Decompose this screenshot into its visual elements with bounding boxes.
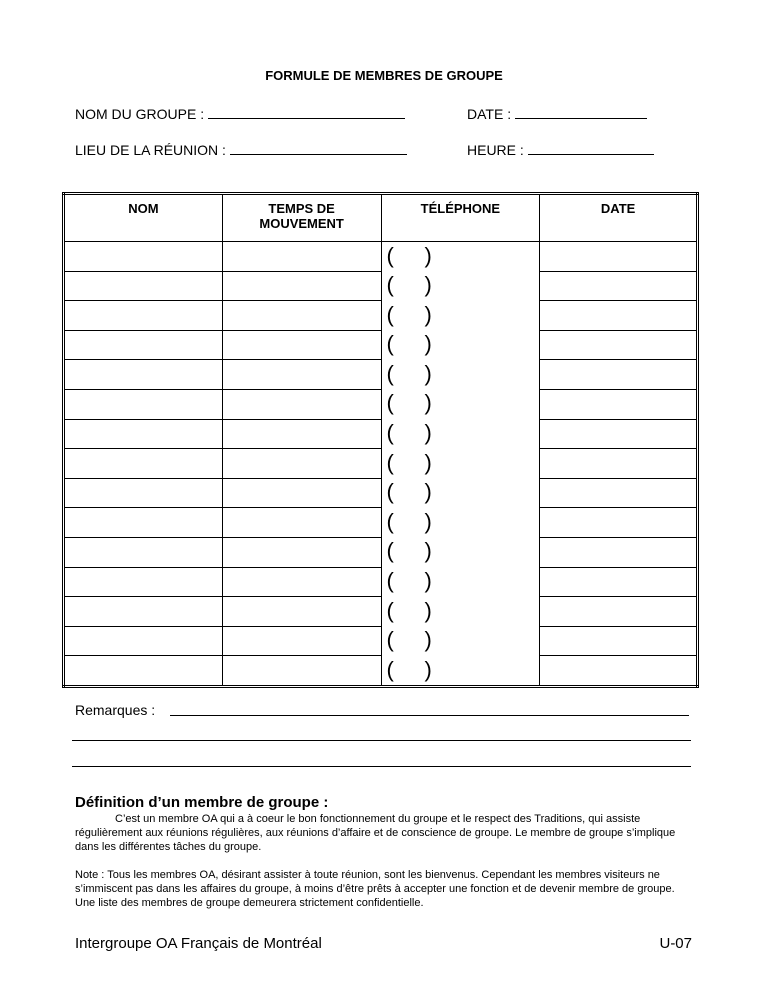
paren-open: ( <box>386 656 394 682</box>
date-cell[interactable] <box>540 537 698 567</box>
paren-close: ) <box>424 420 432 446</box>
footer-code: U-07 <box>659 935 692 952</box>
paren-close: ) <box>424 656 432 682</box>
name-cell[interactable] <box>64 360 223 390</box>
group-name-line <box>208 106 405 119</box>
phone-cell[interactable] <box>381 537 540 567</box>
phone-cell[interactable] <box>381 419 540 449</box>
date-cell[interactable] <box>540 478 698 508</box>
table-row <box>64 449 698 479</box>
time-cell[interactable] <box>222 537 381 567</box>
date-cell[interactable] <box>540 389 698 419</box>
paren-open: ( <box>386 272 394 298</box>
members-table <box>62 192 699 688</box>
paren-close: ) <box>424 331 432 357</box>
table-row <box>64 360 698 390</box>
table-row <box>64 478 698 508</box>
phone-cell[interactable] <box>381 389 540 419</box>
date-cell[interactable] <box>540 271 698 301</box>
time-label: HEURE : <box>467 142 524 158</box>
name-cell[interactable] <box>64 271 223 301</box>
time-cell[interactable] <box>222 419 381 449</box>
name-cell[interactable] <box>64 478 223 508</box>
name-cell[interactable] <box>64 419 223 449</box>
definition-paragraph: C’est un membre OA qui a à coeur le bon fonctionnement du groupe et le respect des Traditions, qui assiste régulièrement aux réunions régulières, aux réunions d’affaire et de conscience de groupe. Le membre de groupe s’implique dans les différentes tâches du groupe. <box>75 813 676 853</box>
name-cell[interactable] <box>64 508 223 538</box>
phone-cell[interactable] <box>381 567 540 597</box>
time-cell[interactable] <box>222 656 381 687</box>
time-cell[interactable] <box>222 271 381 301</box>
time-line <box>528 142 654 155</box>
time-cell[interactable] <box>222 301 381 331</box>
date-field[interactable] <box>467 106 647 122</box>
table-header-row <box>64 194 698 242</box>
phone-cell[interactable] <box>381 301 540 331</box>
paren-open: ( <box>386 301 394 327</box>
remarks-line-2[interactable] <box>72 740 691 741</box>
paren-open: ( <box>386 420 394 446</box>
name-cell[interactable] <box>64 537 223 567</box>
date-cell[interactable] <box>540 330 698 360</box>
phone-cell[interactable] <box>381 626 540 656</box>
paren-close: ) <box>424 301 432 327</box>
table-row <box>64 242 698 272</box>
date-line <box>515 106 647 119</box>
paren-open: ( <box>386 331 394 357</box>
header-date: DATE <box>540 194 698 242</box>
paren-close: ) <box>424 508 432 534</box>
paren-open: ( <box>386 627 394 653</box>
date-cell[interactable] <box>540 360 698 390</box>
group-name-field[interactable] <box>75 106 405 122</box>
paren-open: ( <box>386 568 394 594</box>
paren-close: ) <box>424 627 432 653</box>
table-row <box>64 389 698 419</box>
date-cell[interactable] <box>540 567 698 597</box>
header-time <box>222 194 381 242</box>
time-cell[interactable] <box>222 360 381 390</box>
paren-close: ) <box>424 538 432 564</box>
paren-open: ( <box>386 360 394 386</box>
name-cell[interactable] <box>64 389 223 419</box>
paren-close: ) <box>424 360 432 386</box>
time-field[interactable] <box>467 142 654 158</box>
name-cell[interactable] <box>64 330 223 360</box>
paren-close: ) <box>424 449 432 475</box>
time-cell[interactable] <box>222 330 381 360</box>
time-cell[interactable] <box>222 626 381 656</box>
date-cell[interactable] <box>540 626 698 656</box>
definition-heading: Définition d’un membre de groupe : <box>75 794 329 811</box>
footer-organization: Intergroupe OA Français de Montréal <box>75 935 322 952</box>
date-cell[interactable] <box>540 508 698 538</box>
time-cell[interactable] <box>222 597 381 627</box>
location-field[interactable] <box>75 142 407 158</box>
table-row <box>64 508 698 538</box>
paren-open: ( <box>386 390 394 416</box>
table-row <box>64 301 698 331</box>
location-label: LIEU DE LA RÉUNION : <box>75 142 226 158</box>
name-cell[interactable] <box>64 656 223 687</box>
paren-close: ) <box>424 390 432 416</box>
paren-close: ) <box>424 568 432 594</box>
name-cell[interactable] <box>64 626 223 656</box>
date-cell[interactable] <box>540 449 698 479</box>
name-cell[interactable] <box>64 301 223 331</box>
name-cell[interactable] <box>64 597 223 627</box>
definition-note: Note : Tous les membres OA, désirant assister à toute réunion, sont les bienvenus. Cependant les membres visiteurs ne s’immiscent pas dans les affaires du groupe, à moins d’être prêts à accepter une fonction et de devenir membre de groupe. Une liste des membres de groupe demeurera strictement confidentielle. <box>75 869 675 909</box>
time-cell[interactable] <box>222 389 381 419</box>
time-cell[interactable] <box>222 449 381 479</box>
phone-cell[interactable] <box>381 508 540 538</box>
date-cell[interactable] <box>540 301 698 331</box>
remarks-line-3[interactable] <box>72 766 691 767</box>
paren-open: ( <box>386 538 394 564</box>
form-title: FORMULE DE MEMBRES DE GROUPE <box>265 68 503 83</box>
remarks-field[interactable] <box>75 702 155 718</box>
paren-close: ) <box>424 597 432 623</box>
phone-cell[interactable] <box>381 242 540 272</box>
phone-cell[interactable] <box>381 449 540 479</box>
paren-close: ) <box>424 479 432 505</box>
date-cell[interactable] <box>540 656 698 687</box>
remarks-line-1[interactable] <box>170 715 689 716</box>
table-body <box>64 242 698 687</box>
time-cell[interactable] <box>222 508 381 538</box>
phone-cell[interactable] <box>381 478 540 508</box>
group-name-label: NOM DU GROUPE : <box>75 106 205 122</box>
header-phone: TÉLÉPHONE <box>381 194 540 242</box>
paren-open: ( <box>386 243 394 268</box>
name-cell[interactable] <box>64 449 223 479</box>
table-row <box>64 626 698 656</box>
name-cell[interactable] <box>64 567 223 597</box>
date-cell[interactable] <box>540 597 698 627</box>
phone-cell[interactable] <box>381 360 540 390</box>
phone-cell[interactable] <box>381 271 540 301</box>
paren-open: ( <box>386 449 394 475</box>
phone-cell[interactable] <box>381 656 540 687</box>
paren-open: ( <box>386 508 394 534</box>
header-name: NOM <box>64 194 223 242</box>
phone-cell[interactable] <box>381 597 540 627</box>
name-cell[interactable] <box>64 242 223 272</box>
header-time-line2: MOUVEMENT <box>259 216 344 231</box>
table-row <box>64 419 698 449</box>
table-row <box>64 597 698 627</box>
date-cell[interactable] <box>540 419 698 449</box>
table-row <box>64 271 698 301</box>
date-label: DATE : <box>467 106 512 122</box>
paren-open: ( <box>386 479 394 505</box>
table-row <box>64 656 698 687</box>
location-line <box>230 142 407 155</box>
time-cell[interactable] <box>222 567 381 597</box>
header-time-line1: TEMPS DE <box>268 201 335 216</box>
paren-open: ( <box>386 597 394 623</box>
phone-cell[interactable] <box>381 330 540 360</box>
table-row <box>64 567 698 597</box>
remarks-label: Remarques : <box>75 702 156 718</box>
table-row <box>64 537 698 567</box>
paren-close: ) <box>424 243 432 268</box>
date-cell[interactable] <box>540 242 698 272</box>
table-row <box>64 330 698 360</box>
time-cell[interactable] <box>222 478 381 508</box>
paren-close: ) <box>424 272 432 298</box>
time-cell[interactable] <box>222 242 381 272</box>
